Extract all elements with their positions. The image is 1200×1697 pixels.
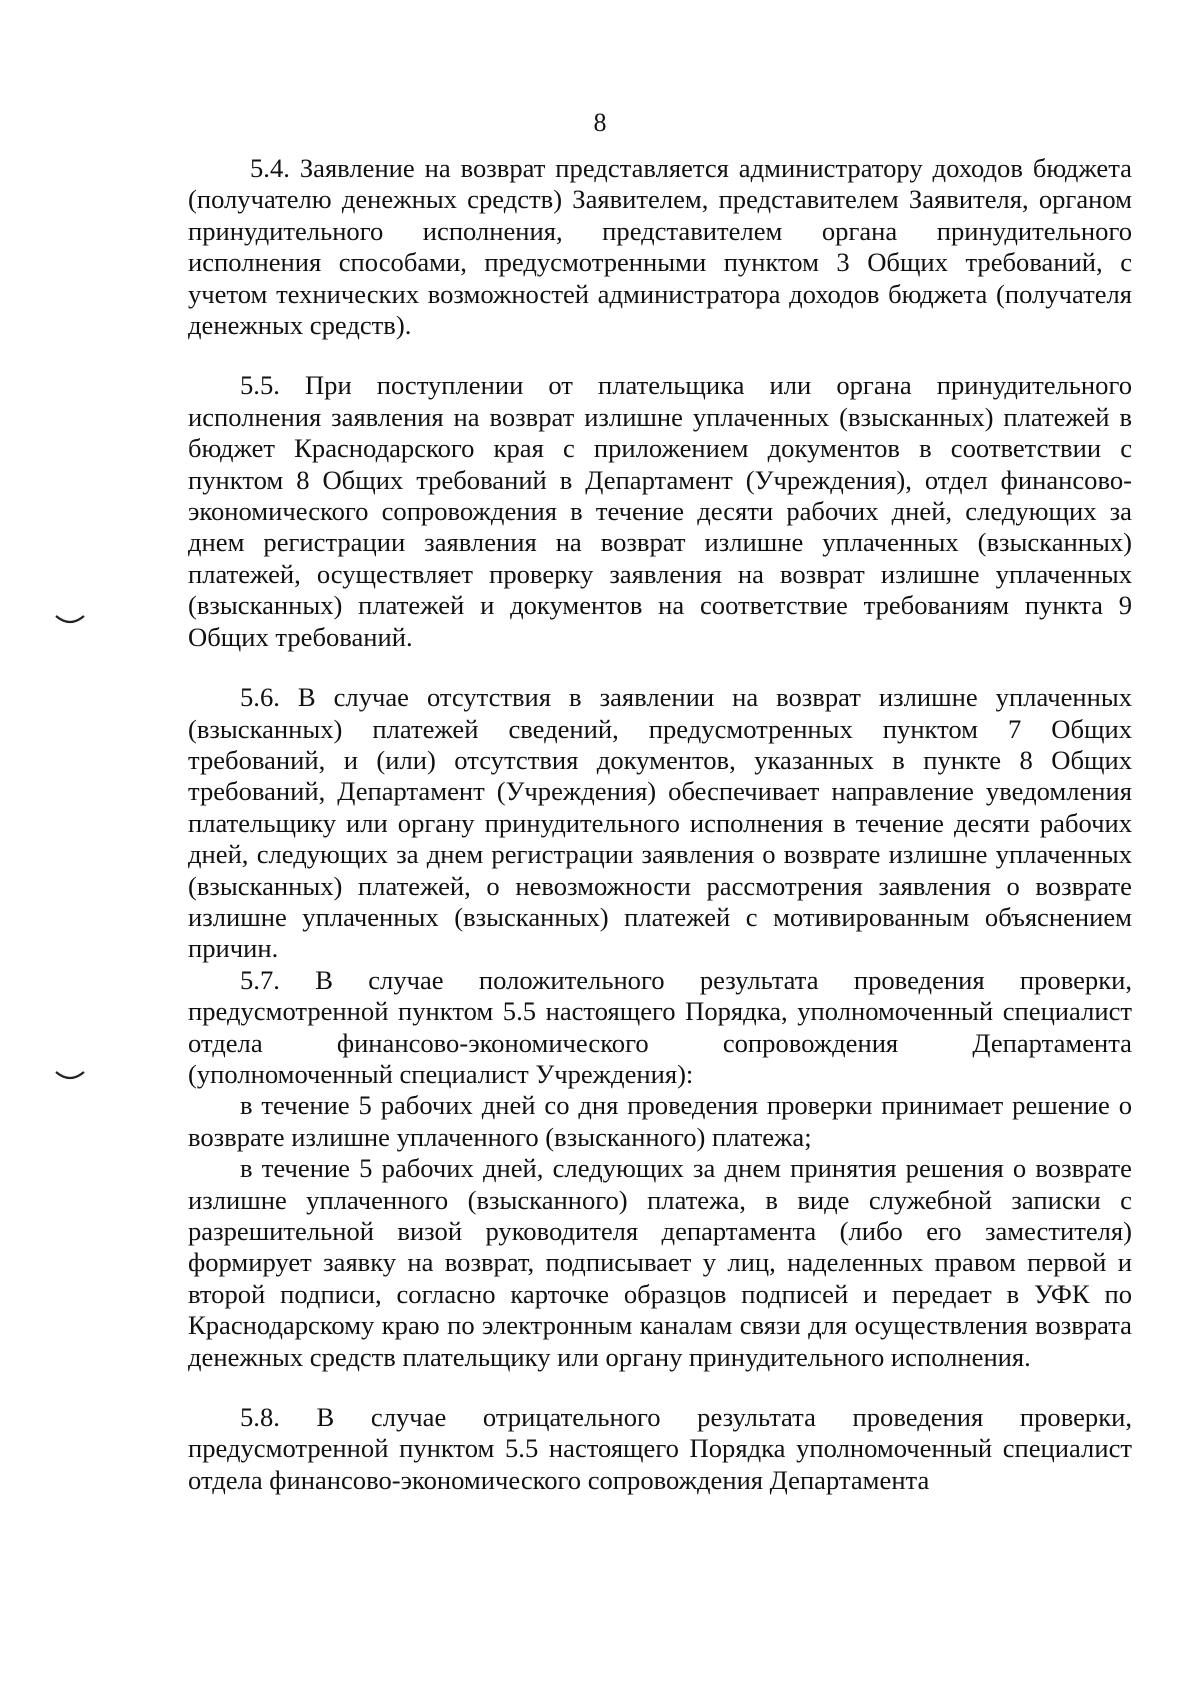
page-number: 8 bbox=[593, 108, 607, 137]
paragraph-5-6: 5.6. В случае отсутствия в заявлении на возврат излишне уплаченных (взысканных) платежей сведений, предусмотренных пунктом 7 Общих требований, и (или) отсутствия документов, указанных в пункте 8 Общих требований, Департамент (Учреждения) обеспечивает направление уведомления плательщику или органу принудительного исполнения в течение десяти рабочих дней, следующих за днем регистрации заявления о возврате излишне уплаченных (взысканных) платежей, о невозможности рассмотрения заявления о возврате излишне уплаченных (взысканных) платежей с мотивированным объяснением причин. bbox=[188, 682, 1132, 964]
binding-hole-mark bbox=[55, 1070, 85, 1084]
paragraph-5-7: 5.7. В случае положительного результата проведения проверки, предусмотренной пунктом 5.5 настоящего Порядка, уполномоченный специалист отдела финансово-экономического сопровождения Департамента (уполномоченный специалист Учреждения): bbox=[188, 964, 1132, 1089]
document-body bbox=[188, 153, 1132, 1496]
paragraph-5-7-item-1: в течение 5 рабочих дней со дня проведения проверки принимает решение о возврате излишне уплаченного (взысканного) платежа; bbox=[188, 1090, 1132, 1152]
paragraph-5-5: 5.5. При поступлении от плательщика или органа принудительного исполнения заявления на возврат излишне уплаченных (взысканных) платежей в бюджет Краснодарского края с приложением документов в соответствии с пунктом 8 Общих требований в Департамент (Учреждения), отдел финансово-экономического сопровождения в течение десяти рабочих дней, следующих за днем регистрации заявления на возврат излишне уплаченных (взысканных) платежей, осуществляет проверку заявления на возврат излишне уплаченных (взысканных) платежей и документов на соответствие требованиям пункта 9 Общих требований. bbox=[188, 370, 1132, 652]
paragraph-5-8: 5.8. В случае отрицательного результата проведения проверки, предусмотренной пунктом 5.5 настоящего Порядка уполномоченный специалист отдела финансово-экономического сопровождения Департамента bbox=[188, 1402, 1132, 1495]
paragraph-5-4: 5.4. Заявление на возврат представляется администратору доходов бюджета (получателю денежных средств) Заявителем, представителем Заявителя, органом принудительного исполнения, представителем органа принудительного исполнения способами, предусмотренными пунктом 3 Общих требований, с учетом технических возможностей администратора доходов бюджета (получателя денежных средств). bbox=[188, 153, 1132, 341]
paragraph-5-7-item-2: в течение 5 рабочих дней, следующих за днем принятия решения о возврате излишне уплаченного (взысканного) платежа, в виде служебной записки с разрешительной визой руководителя департамента (либо его заместителя) формирует заявку на возврат, подписывает у лиц, наделенных правом первой и второй подписи, согласно карточке образцов подписей и передает в УФК по Краснодарскому краю по электронным каналам связи для осуществления возврата денежных средств плательщику или органу принудительного исполнения. bbox=[188, 1153, 1132, 1372]
binding-hole-mark bbox=[55, 614, 85, 628]
